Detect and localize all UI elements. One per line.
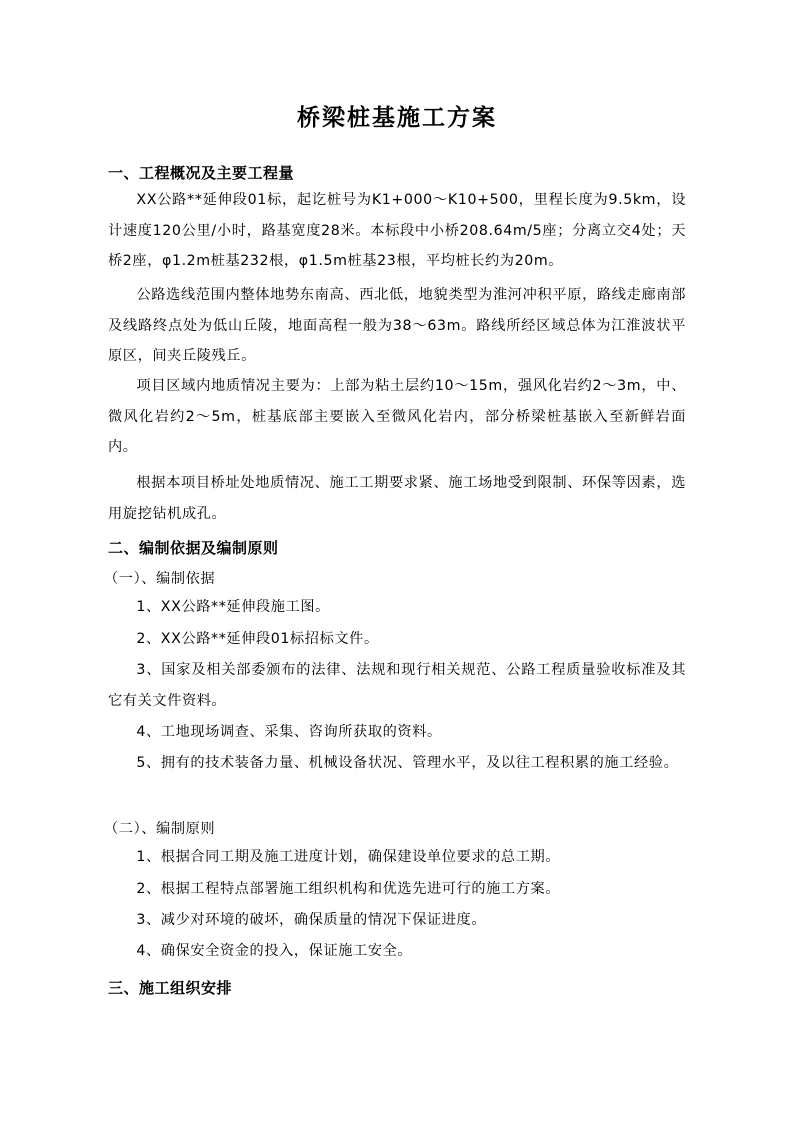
list-item: 2、XX公路**延伸段01标招标文件。 <box>136 631 379 647</box>
subsection-heading-principles: （二）、编制原则 <box>104 821 216 837</box>
section-heading-organization: 三、施工组织安排 <box>108 979 233 997</box>
list-item: 3、减少对环境的破坏，确保质量的情况下保证进度。 <box>136 912 487 928</box>
list-item: 2、根据工程特点部署施工组织机构和优选先进可行的施工方案。 <box>136 881 561 897</box>
list-item: 4、工地现场调查、采集、咨询所获取的资料。 <box>136 724 442 740</box>
list-item: 3、国家及相关部委颁布的法律、法规和现行相关规范、公路工程质量验收标准及其它有关文件资料。 <box>108 662 686 709</box>
list-item: 4、确保安全资金的投入，保证施工安全。 <box>136 943 413 959</box>
list-item: 1、根据合同工期及施工进度计划，确保建设单位要求的总工期。 <box>136 849 561 865</box>
paragraph-drilling-method: 根据本项目桥址处地质情况、施工工期要求紧、施工场地受到限制、环保等因素，选用旋挖钻机成孔。 <box>108 475 686 522</box>
subsection-heading-basis: （一）、编制依据 <box>104 571 216 587</box>
paragraph-terrain: 公路选线范围内整体地势东南高、西北低，地貌类型为淮河冲积平原，路线走廊南部及线路终点处为低山丘陵，地面高程一般为38～63m。路线所经区域总体为江淮波状平原区，间夹丘陵残丘。 <box>108 287 686 364</box>
list-item: 1、XX公路**延伸段施工图。 <box>136 599 330 615</box>
section-heading-basis: 二、编制依据及编制原则 <box>108 539 279 557</box>
document-title: 桥梁桩基施工方案 <box>297 104 497 131</box>
list-item: 5、拥有的技术装备力量、机械设备状况、管理水平，及以往工程积累的施工经验。 <box>136 755 679 771</box>
paragraph-project-overview: XX公路**延伸段01标，起讫桩号为K1+000～K10+500，里程长度为9.5km，设计速度120公里/小时，路基宽度28米。本标段中小桥208.64m/5座；分离立交4处；天桥2座，φ1.2m桩基232根，φ1.5m桩基23根，平均桩长约为20m。 <box>108 192 686 269</box>
section-heading-overview: 一、工程概况及主要工程量 <box>108 164 295 182</box>
paragraph-geology: 项目区域内地质情况主要为：上部为粘土层约10～15m，强风化岩约2～3m，中、微风化岩约2～5m，桩基底部主要嵌入至微风化岩内，部分桥梁桩基嵌入至新鲜岩面内。 <box>108 378 686 455</box>
